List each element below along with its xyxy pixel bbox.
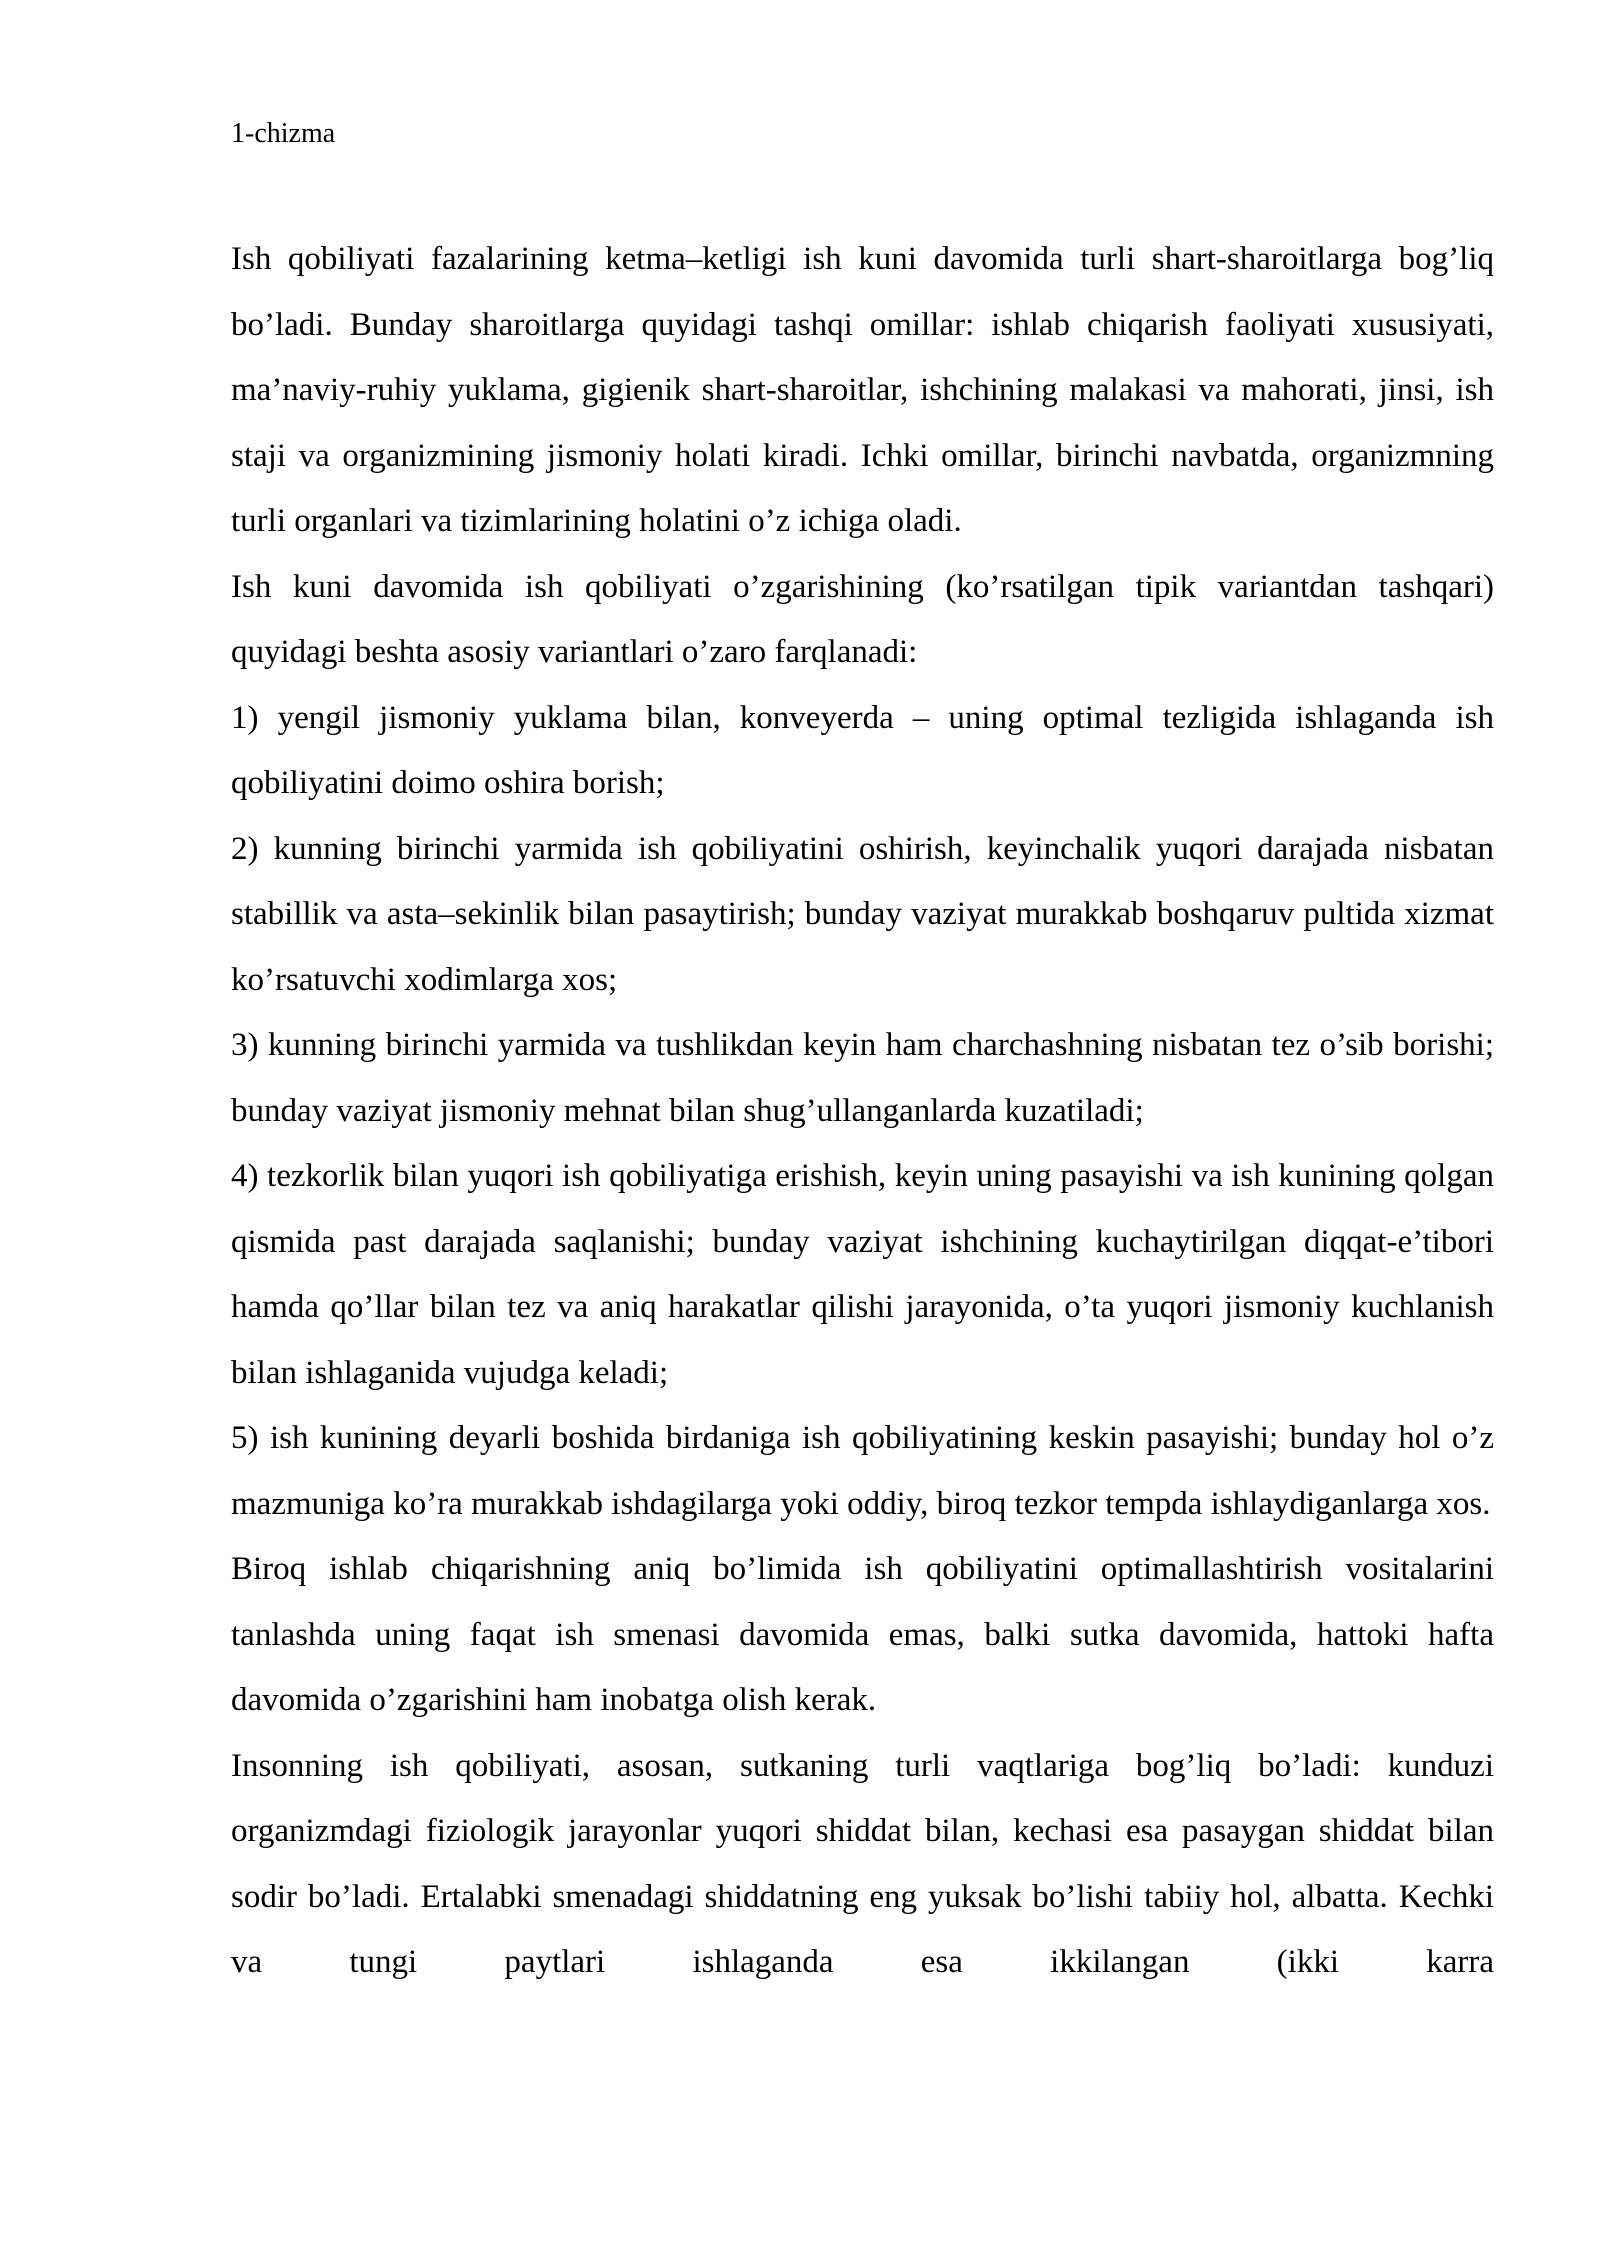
paragraph: Biroq ishlab chiqarishning aniq bo’limida ish qobiliyatini optimallashtirish vositalarini tanlashda uning faqat ish smenasi davomida emas, balki sutka davomida, hattoki hafta davomida o’zgarishini ham inobatga olish kerak. xyxy=(231,1551,1494,1718)
list-item: 3) kunning birinchi yarmida va tushlikdan keyin ham charchashning nisbatan tez o’sib borishi; bunday vaziyat jismoniy mehnat bilan shug’ullanganlarda kuzatiladi; xyxy=(231,1027,1494,1129)
paragraph: Ish kuni davomida ish qobiliyati o’zgarishining (ko’rsatilgan tipik variantdan tashqari) quyidagi beshta asosiy variantlari o’zaro farqlanadi: xyxy=(231,568,1494,670)
list-item: 4) tezkorlik bilan yuqori ish qobiliyatiga erishish, keyin uning pasayishi va ish kunining qolgan qismida past darajada saqlanishi; bunday vaziyat ishchining kuchaytirilgan diqqat-e’tibori hamda qo’llar bilan tez va aniq harakatlar qilishi jarayonida, o’ta yuqori jismoniy kuchlanish bilan ishlaganida vujudga keladi; xyxy=(231,1158,1494,1391)
paragraph: Insonning ish qobiliyati, asosan, sutkaning turli vaqtlariga bog’liq bo’ladi: kunduzi organizmdagi fiziologik jarayonlar yuqori shiddat bilan, kechasi esa pasaygan shiddat bilan sodir bo’ladi. Ertalabki smenadagi shiddatning eng yuksak bo’lishi tabiiy hol, albatta. Kechki va tungi paytlari ishlaganda esa ikkilangan (ikki karra xyxy=(231,1747,1494,1980)
figure-caption: 1-chizma xyxy=(231,118,336,149)
list-item: 1) yengil jismoniy yuklama bilan, konveyerda – uning optimal tezligida ishlaganda ish qobiliyatini doimo oshira borish; xyxy=(231,699,1494,801)
list-item: 2) kunning birinchi yarmida ish qobiliyatini oshirish, keyinchalik yuqori darajada nisbatan stabillik va asta–sekinlik bilan pasaytirish; bunday vaziyat murakkab boshqaruv pultida xizmat ko’rsatuvchi xodimlarga xos; xyxy=(231,830,1494,998)
list-item: 5) ish kunining deyarli boshida birdaniga ish qobiliyatining keskin pasayishi; bunday hol o’z mazmuniga ko’ra murakkab ishdagilarga yoki oddiy, biroq tezkor tempda ishlaydiganlarga xos. xyxy=(231,1420,1494,1522)
document-body xyxy=(231,227,1494,1996)
paragraph: Ish qobiliyati fazalarining ketma–ketligi ish kuni davomida turli shart-sharoitlarga bog’liq bo’ladi. Bunday sharoitlarga quyidagi tashqi omillar: ishlab chiqarish faoliyati xususiyati, ma’naviy-ruhiy yuklama, gigienik shart-sharoitlar, ishchining malakasi va mahorati, jinsi, ish staji va organizmining jismoniy holati kiradi. Ichki omillar, birinchi navbatda, organizmning turli organlari va tizimlarining holatini o’z ichiga oladi. xyxy=(231,241,1494,539)
